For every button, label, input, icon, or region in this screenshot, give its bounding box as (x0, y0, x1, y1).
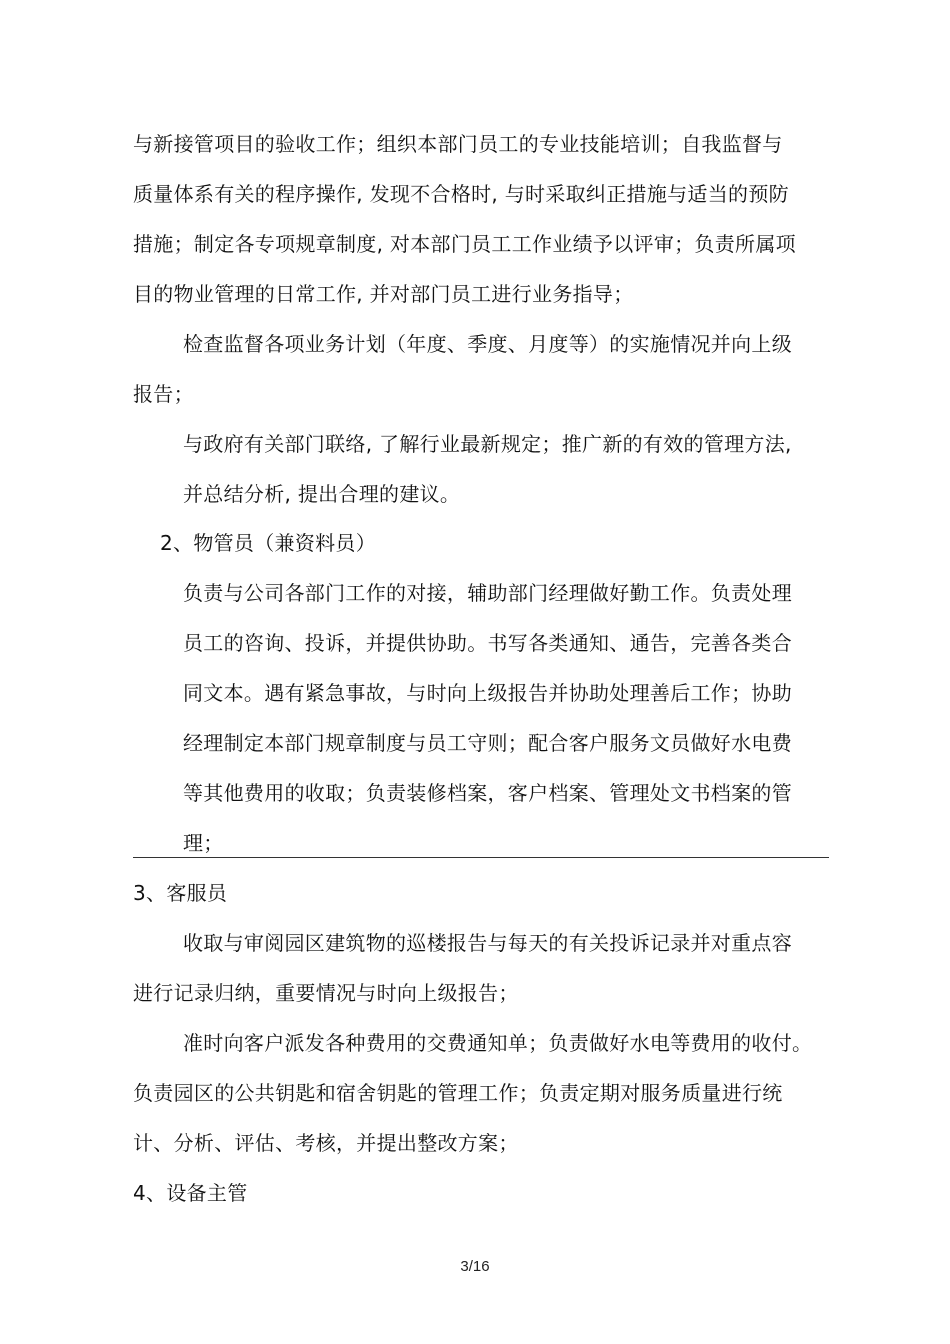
paragraph-line: 负责与公司各部门工作的对接，辅助部门经理做好勤工作。负责处理 (183, 581, 792, 605)
paragraph-line: 目的物业管理的日常工作, 并对部门员工进行业务指导； (133, 282, 634, 306)
paragraph-line: 负责园区的公共钥匙和宿舍钥匙的管理工作；负责定期对服务质量进行统 (133, 1081, 783, 1105)
paragraph-line: 等其他费用的收取；负责装修档案，客户档案、管理处文书档案的管 (183, 781, 792, 805)
section-heading: 3、客服员 (133, 881, 228, 905)
page-number: 3/16 (460, 1258, 490, 1275)
horizontal-divider (133, 857, 829, 858)
section-heading: 4、设备主管 (133, 1181, 248, 1205)
paragraph-line: 收取与审阅园区建筑物的巡楼报告与每天的有关投诉记录并对重点容 (183, 931, 792, 955)
paragraph-line: 进行记录归纳，重要情况与时向上级报告； (133, 981, 519, 1005)
paragraph-line: 检查监督各项业务计划（年度、季度、月度等）的实施情况并向上级 (183, 332, 792, 356)
paragraph-line: 措施；制定各专项规章制度, 对本部门员工工作业绩予以评审；负责所属项 (133, 232, 796, 256)
paragraph-line: 与政府有关部门联络, 了解行业最新规定；推广新的有效的管理方法, (183, 432, 792, 456)
paragraph-line: 同文本。遇有紧急事故，与时向上级报告并协助处理善后工作；协助 (183, 681, 792, 705)
paragraph-line: 员工的咨询、投诉，并提供协助。书写各类通知、通告，完善各类合 (183, 631, 792, 655)
paragraph-line: 理； (183, 831, 224, 855)
paragraph-line: 计、分析、评估、考核，并提出整改方案； (133, 1131, 519, 1155)
paragraph-line: 报告； (133, 382, 194, 406)
paragraph-line: 经理制定本部门规章制度与员工守则；配合客户服务文员做好水电费 (183, 731, 792, 755)
paragraph-line: 准时向客户派发各种费用的交费通知单；负责做好水电等费用的收付。 (183, 1031, 813, 1055)
paragraph-line: 与新接管项目的验收工作；组织本部门员工的专业技能培训；自我监督与 (133, 132, 783, 156)
section-heading: 2、物管员（兼资料员） (160, 531, 377, 555)
paragraph-line: 并总结分析, 提出合理的建议。 (183, 482, 461, 506)
paragraph-line: 质量体系有关的程序操作, 发现不合格时, 与时采取纠正措施与适当的预防 (133, 182, 789, 206)
